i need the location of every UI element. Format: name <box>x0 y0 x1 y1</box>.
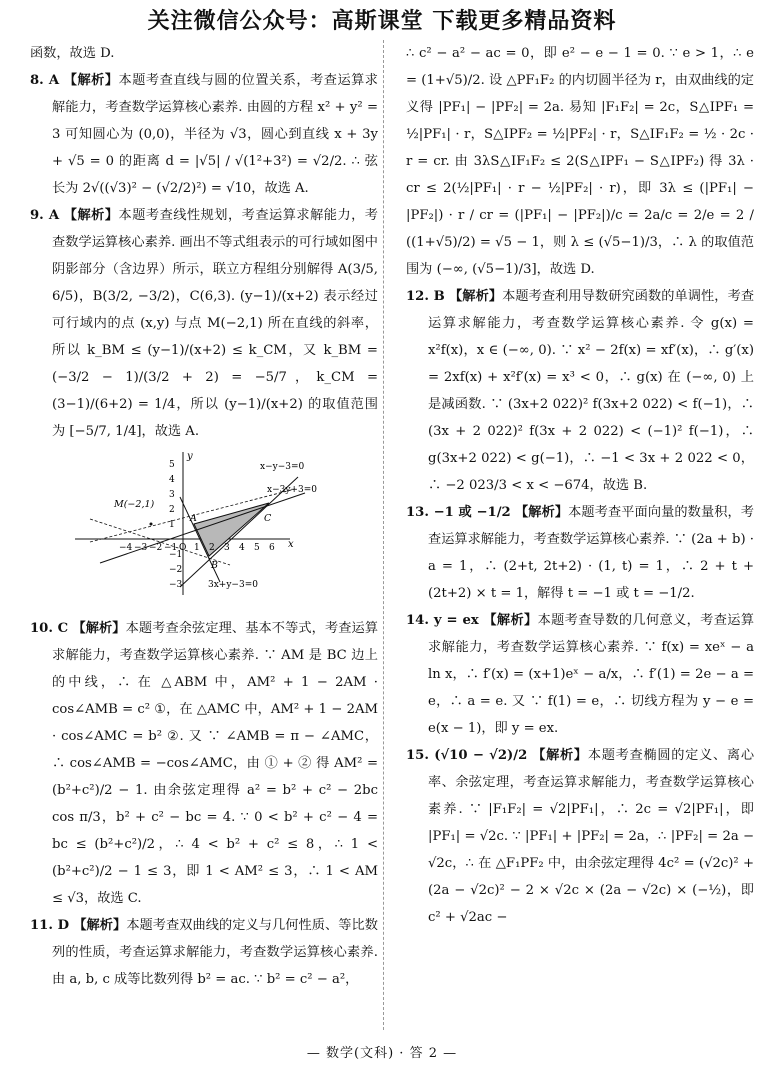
item-text: 本题考查椭圆的定义、离心率、余弦定理，考查运算求解能力，考查数学运算核心素养. ∵ |F₁F₂| = √2|PF₁|，∴ 2c = √2|PF₁|，即 |PF₁| = √2c. ∵ |PF₁| + |PF₂| = 2a，∴ |PF₂| = 2a − √2c，∴ 在 △F₁PF₂ 中，由余弦定理得 4c² = (√2c)² + (2a − √2c)² − 2 × √2c × (2a − √2c) × (−½)，即 c² + √2ac − <box>428 748 755 925</box>
x-tick-label: 5 <box>254 543 260 553</box>
solution-item <box>30 202 378 445</box>
item-text: 本题考查双曲线的定义与几何性质、等比数列的性质，考查运算求解能力，考查数学运算核心素养. 由 a, b, c 成等比数列得 b² = ac. ∵ b² = c² − a²， <box>52 918 378 987</box>
item-text: 本题考查直线与圆的位置关系，考查运算求解能力，考查数学运算核心素养. 由圆的方程 x² + y² = 3 可知圆心为 (0,0)，半径为 √3，圆心到直线 x + 3y + √5 = 0 的距离 d = |√5| / √(1²+3²) = √2/2. ∴ 弦长为 2√((√3)² − (√2/2)²) = √10，故选 A. <box>52 73 378 196</box>
y-tick-label: −3 <box>169 580 183 590</box>
y-tick-label: −1 <box>169 550 183 560</box>
x-tick-label: 4 <box>239 543 245 553</box>
solution-continuation <box>30 40 378 67</box>
y-axis-label: y <box>187 451 193 462</box>
feasible-region-figure <box>30 447 378 597</box>
solution-item <box>30 912 378 993</box>
y-tick-label: 5 <box>169 460 175 470</box>
analysis-tag: 【解析】 <box>73 918 127 933</box>
solution-item <box>406 499 754 607</box>
item-text: ∴ c² − a² − ac = 0，即 e² − e − 1 = 0. ∵ e > 1，∴ e = (1+√5)/2. 设 △PF₁F₂ 的内切圆半径为 r，由双曲线的定义得 |PF₁| − |PF₂| = 2a. 易知 |F₁F₂| = 2c，S△IPF₁ = ½|PF₁| · r，S△IPF₂ = ½|PF₂| · r，S△IF₁F₂ = ½ · 2c · r = cr. 由 3λS△IF₁F₂ ≤ 2(S△IPF₁ − S△IPF₂) 得 3λ · cr ≤ 2(½|PF₁| · r − ½|PF₂| · r)，即 3λ ≤ (|PF₁| − |PF₂|) · r / cr = (|PF₁| − |PF₂|)/c = 2a/c = 2/e = 2 / ((1+√5)/2) = √5 − 1，则 λ ≤ (√5−1)/3，∴ λ 的取值范围为 (−∞, (√5−1)/3]，故选 D. <box>406 46 754 277</box>
item-number: 12. B <box>406 289 445 304</box>
item-text: 本题考查平面向量的数量积，考查运算求解能力，考查数学运算核心素养. ∵ (2a + b) · a = 1，∴ (2+t, 2t+2) · (1, t) = 1，∴ 2 + t + (2t+2) × t = 1，解得 t = −1 或 t = −1/2. <box>428 505 754 601</box>
figure-label: C <box>264 513 272 524</box>
analysis-tag: 【解析】 <box>449 289 503 304</box>
y-tick-label: 1 <box>169 520 175 530</box>
analysis-tag: 【解析】 <box>72 621 126 636</box>
y-tick-label: 4 <box>169 475 175 485</box>
solution-item <box>406 742 754 931</box>
y-tick-label: 3 <box>169 490 175 500</box>
analysis-tag: 【解析】 <box>532 748 588 763</box>
item-number: 13. −1 或 −1/2 <box>406 505 511 520</box>
solution-item <box>30 615 378 912</box>
solution-item <box>406 607 754 742</box>
x-tick-label: 1 <box>194 543 200 553</box>
analysis-tag: 【解析】 <box>63 73 119 88</box>
figure-label: x−3y+3=0 <box>267 485 317 495</box>
solution-item <box>406 283 754 499</box>
x-tick-label: O <box>179 543 187 553</box>
figure-label: A <box>190 513 197 524</box>
x-tick-label: −4 <box>119 543 133 553</box>
item-number: 10. C <box>30 621 69 636</box>
column-divider <box>383 40 384 1030</box>
y-tick-label: 2 <box>169 505 175 515</box>
solution-continuation <box>406 40 754 283</box>
analysis-tag: 【解析】 <box>63 208 119 223</box>
item-number: 8. A <box>30 73 60 88</box>
page-banner: 关注微信公众号：高斯课堂 下载更多精品资料 <box>147 9 617 34</box>
item-number: 15. (√10 − √2)/2 <box>406 748 528 763</box>
figure-label: M(−2,1) <box>114 499 155 510</box>
x-tick-label: −1 <box>164 543 178 553</box>
x-tick-label: 3 <box>224 543 230 553</box>
x-tick-label: −3 <box>134 543 148 553</box>
figure-label: B <box>211 560 218 571</box>
y-tick-label: −2 <box>169 565 183 575</box>
x-tick-label: 6 <box>269 543 275 553</box>
x-tick-label: 2 <box>209 543 215 553</box>
analysis-tag: 【解析】 <box>515 505 569 520</box>
item-number: 14. y = ex <box>406 613 479 628</box>
item-text: 本题考查余弦定理、基本不等式，考查运算求解能力，考查数学运算核心素养. ∵ AM 是 BC 边上的中线，∴ 在 △ABM 中，AM² + 1 − 2AM · cos∠AMB = c² ①，在 △AMC 中，AM² + 1 − 2AM · cos∠AMC = b² ②. 又 ∵ ∠AMB = π − ∠AMC，∴ cos∠AMB = −cos∠AMC，由 ① + ② 得 AM² = (b²+c²)/2 − 1. 由余弦定理得 a² = b² + c² − 2bc cos π/3，b² + c² − bc = 4. ∵ 0 < b² + c² − 4 = bc ≤ (b²+c²)/2，∴ 4 < b² + c² ≤ 8，∴ 1 < (b²+c²)/2 − 1 ≤ 3，即 1 < AM² ≤ 3，∴ 1 < AM ≤ √3，故选 C. <box>52 621 379 906</box>
item-number: 9. A <box>30 208 60 223</box>
page-footer: — 数学(文科) · 答 2 — <box>306 1046 458 1061</box>
item-number: 11. D <box>30 918 70 933</box>
figure-label: 3x+y−3=0 <box>208 580 258 590</box>
left-column <box>30 40 378 993</box>
analysis-tag: 【解析】 <box>483 613 538 628</box>
right-column <box>406 40 754 931</box>
item-text: 本题考查导数的几何意义，考查运算求解能力，考查数学运算核心素养. ∵ f(x) = xeˣ − a ln x，∴ f′(x) = (x+1)eˣ − a/x，∴ f′(1) = 2e − a = e，∴ a = e. 又 ∵ f(1) = e，∴ 切线方程为 y − e = e(x − 1)，即 y = ex. <box>428 613 755 736</box>
point-M <box>150 523 153 526</box>
x-axis-label: x <box>288 539 294 550</box>
x-tick-label: −2 <box>149 543 163 553</box>
item-text: 函数，故选 D. <box>30 46 115 61</box>
figure-label: x−y−3=0 <box>260 462 305 472</box>
solution-item <box>30 67 378 202</box>
item-text: 本题考查线性规划，考查运算求解能力，考查数学运算核心素养. 画出不等式组表示的可行域如图中阴影部分（含边界）所示，联立方程组分别解得 A(3/5, 6/5)，B(3/2, −3/2)，C(6,3). (y−1)/(x+2) 表示经过可行域内的点 (x,y) 与点 M(−2,1) 所在直线的斜率，所以 k_BM ≤ (y−1)/(x+2) ≤ k_CM，又 k_BM = (−3/2 − 1)/(3/2 + 2) = −5/7，k_CM = (3−1)/(6+2) = 1/4，所以 (y−1)/(x+2) 的取值范围为 [−5/7, 1/4]，故选 A. <box>52 208 378 439</box>
item-text: 本题考查利用导数研究函数的单调性，考查运算求解能力，考查数学运算核心素养. 令 g(x) = x²f(x)，x ∈ (−∞, 0). ∵ x² − 2f(x) = xf′(x)，∴ g′(x) = 2xf(x) + x²f′(x) = x³ < 0，∴ g(x) 在 (−∞, 0) 上是减函数. ∵ (3x+2 022)² f(3x+2 022) < f(−1)，∴ (3x + 2 022)² f(3x + 2 022) < (−1)² f(−1)，∴ g(3x+2 022) < g(−1)，∴ −1 < 3x + 2 022 < 0，∴ −2 023/3 < x < −674，故选 B. <box>428 289 755 493</box>
